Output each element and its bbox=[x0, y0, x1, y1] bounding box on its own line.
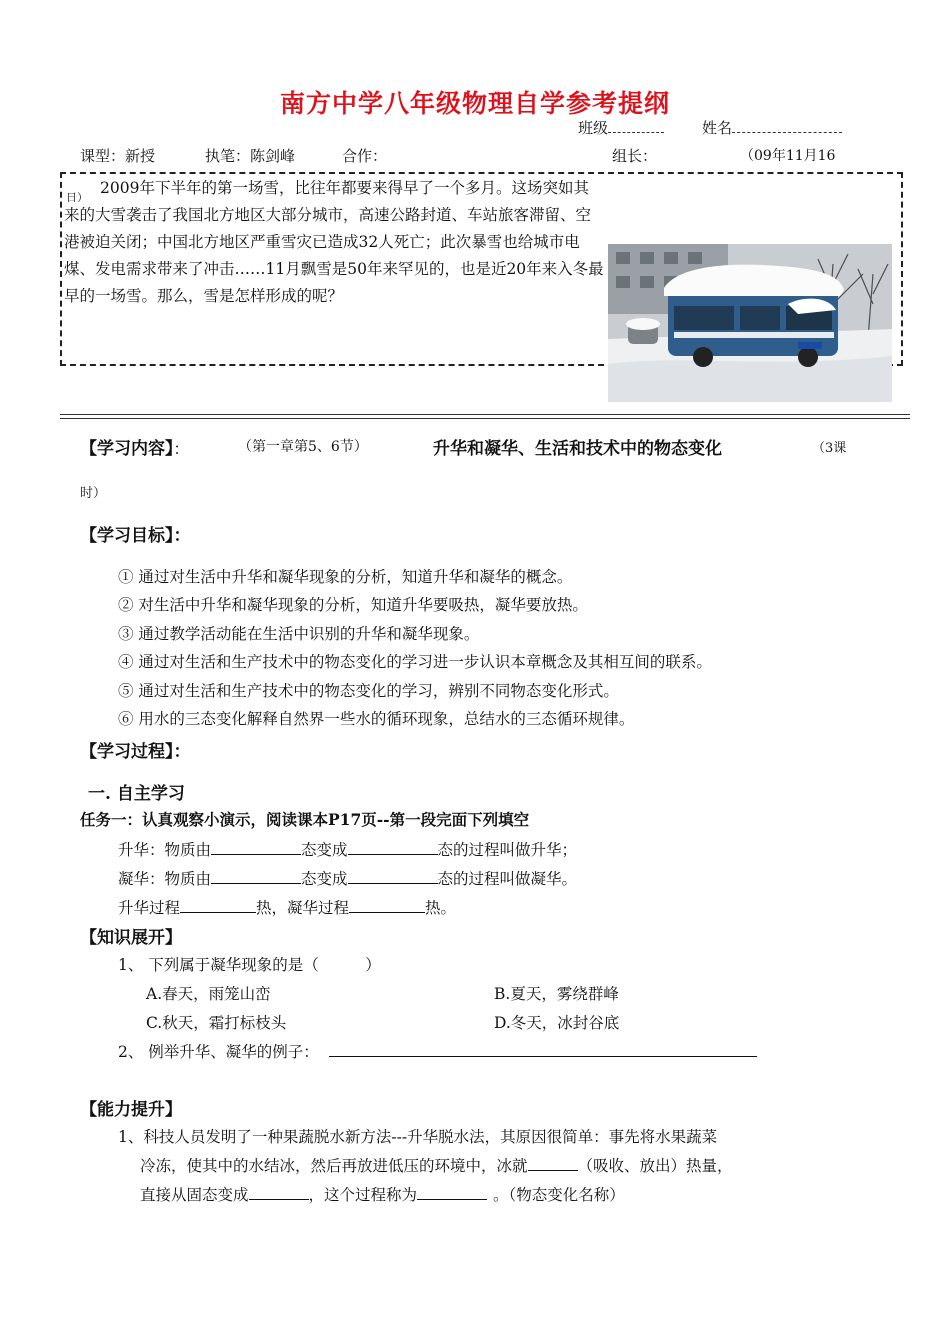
page-title: 南方中学八年级物理自学参考提纲 bbox=[279, 89, 670, 118]
answer-blank[interactable] bbox=[349, 896, 425, 913]
class-hours: （3课 bbox=[812, 441, 847, 456]
answer-blank[interactable] bbox=[249, 1183, 309, 1200]
heat-text: 热。 bbox=[425, 899, 457, 917]
objective-item: ② 对生活中升华和凝华现象的分析，知道升华要吸热，凝华要放热。 bbox=[118, 596, 588, 614]
date-tail: 日） bbox=[66, 191, 88, 204]
ability-line bbox=[140, 1183, 625, 1205]
task-one: 任务一：认真观察小演示，阅读课本P17页--第一段完面下列填空 bbox=[80, 810, 530, 829]
process-heading: 【学习过程】： bbox=[80, 742, 191, 762]
sublimation-text: 态变成 bbox=[301, 841, 348, 859]
ability-text: 直接从固态变成 bbox=[140, 1186, 249, 1204]
chapter-ref: （第一章第5、6节） bbox=[238, 439, 368, 455]
answer-blank[interactable] bbox=[180, 896, 256, 913]
answer-blank[interactable] bbox=[211, 867, 301, 884]
sublimation-text: 态的过程叫做升华； bbox=[437, 841, 578, 859]
class-hours-tail: 时） bbox=[80, 486, 107, 501]
knowledge-heading: 【知识展开】 bbox=[80, 928, 182, 948]
answer-blank[interactable] bbox=[528, 1154, 578, 1171]
intro-text: 2009年下半年的第一场雪，比往年都要来得早了一个多月。这场突如其来的大雪袭击了我国北方地区大部分城市，高速公路封道、车站旅客滞留、空港被迫关闭；中国北方地区严重雪灾已造成32人死亡；此次暴雪也给城市电煤、发电需求带来了冲击……11月飘雪是50年来罕见的，也是近20年来入冬最早的一场雪。那么，雪是怎样形成的呢？ bbox=[64, 179, 604, 305]
question-2-text: 2、 例举升华、凝华的例子： bbox=[118, 1043, 319, 1061]
sublimation-text: 升华：物质由 bbox=[118, 841, 212, 859]
separator-line bbox=[60, 418, 910, 419]
heat-text: 热，凝华过程 bbox=[256, 899, 350, 917]
objective-item: ④ 通过对生活和生产技术中的物态变化的学习进一步认识本章概念及其相互间的联系。 bbox=[118, 653, 712, 671]
class-label: 班级 bbox=[578, 119, 609, 137]
answer-blank[interactable] bbox=[348, 838, 438, 855]
deposition-line bbox=[118, 867, 577, 889]
separator-line bbox=[60, 414, 910, 415]
answer-blank[interactable] bbox=[211, 838, 301, 855]
option-b[interactable]: B.夏天，雾绕群峰 bbox=[494, 985, 619, 1003]
ability-text: ，这个过程称为 bbox=[308, 1186, 418, 1204]
option-c[interactable]: C.秋天，霜打标枝头 bbox=[146, 1014, 287, 1032]
deposition-text: 凝华：物质由 bbox=[118, 870, 212, 888]
objective-item: ⑥ 用水的三态变化解释自然界一些水的循环现象，总结水的三态循环规律。 bbox=[118, 710, 635, 728]
content-row bbox=[80, 434, 189, 459]
objectives-heading: 【学习目标】： bbox=[80, 526, 191, 546]
course-type: 课型：新授 bbox=[80, 147, 156, 165]
objective-item: ⑤ 通过对生活和生产技术中的物态变化的学习，辨别不同物态变化形式。 bbox=[118, 682, 619, 700]
objective-item: ③ 通过教学活动能在生活中识别的升华和凝华现象。 bbox=[118, 625, 480, 643]
question-2 bbox=[118, 1040, 757, 1062]
content-topic: 升华和凝华、生活和技术中的物态变化 bbox=[433, 439, 722, 459]
ability-line: 1、科技人员发明了一种果蔬脱水新方法---升华脱水法，其原因很简单：事先将水果蔬菜 bbox=[118, 1128, 718, 1146]
name-label: 姓名 bbox=[702, 119, 733, 137]
objective-item: ① 通过对生活中升华和凝华现象的分析，知道升华和凝华的概念。 bbox=[118, 568, 573, 586]
ability-line bbox=[140, 1154, 733, 1176]
ability-text: 。（物态变化名称） bbox=[493, 1186, 625, 1204]
cooperation-label: 合作： bbox=[342, 147, 388, 165]
date: （09年11月16 bbox=[740, 148, 836, 164]
heat-line bbox=[118, 896, 456, 918]
ability-heading: 【能力提升】 bbox=[80, 1100, 182, 1120]
sublimation-line bbox=[118, 838, 577, 860]
ability-text: （吸收、放出）热量， bbox=[577, 1157, 733, 1175]
answer-blank[interactable] bbox=[329, 1040, 757, 1057]
option-a[interactable]: A.春天，雨笼山峦 bbox=[146, 985, 271, 1003]
name-field[interactable] bbox=[702, 117, 842, 138]
snow-bus-photo bbox=[608, 244, 892, 402]
class-field[interactable] bbox=[578, 117, 664, 138]
ability-text: 冷冻，使其中的水结冰，然后再放进低压的环境中，冰就 bbox=[140, 1157, 528, 1175]
heat-text: 升华过程 bbox=[118, 899, 181, 917]
deposition-text: 态的过程叫做凝华。 bbox=[437, 870, 578, 888]
answer-blank[interactable] bbox=[417, 1183, 487, 1200]
name-blank[interactable] bbox=[732, 118, 842, 133]
author: 执笔：陈剑峰 bbox=[205, 147, 296, 165]
self-study-heading: 一. 自主学习 bbox=[88, 784, 185, 804]
content-label: 【学习内容】 bbox=[80, 439, 174, 459]
option-d[interactable]: D.冬天，冰封谷底 bbox=[494, 1014, 620, 1032]
deposition-text: 态变成 bbox=[301, 870, 348, 888]
question-1: 1、 下列属于凝华现象的是（ ） bbox=[118, 956, 381, 974]
group-leader-label: 组长： bbox=[612, 147, 658, 165]
content-colon: ： bbox=[173, 440, 190, 458]
answer-blank[interactable] bbox=[348, 867, 438, 884]
class-blank[interactable] bbox=[608, 118, 664, 133]
